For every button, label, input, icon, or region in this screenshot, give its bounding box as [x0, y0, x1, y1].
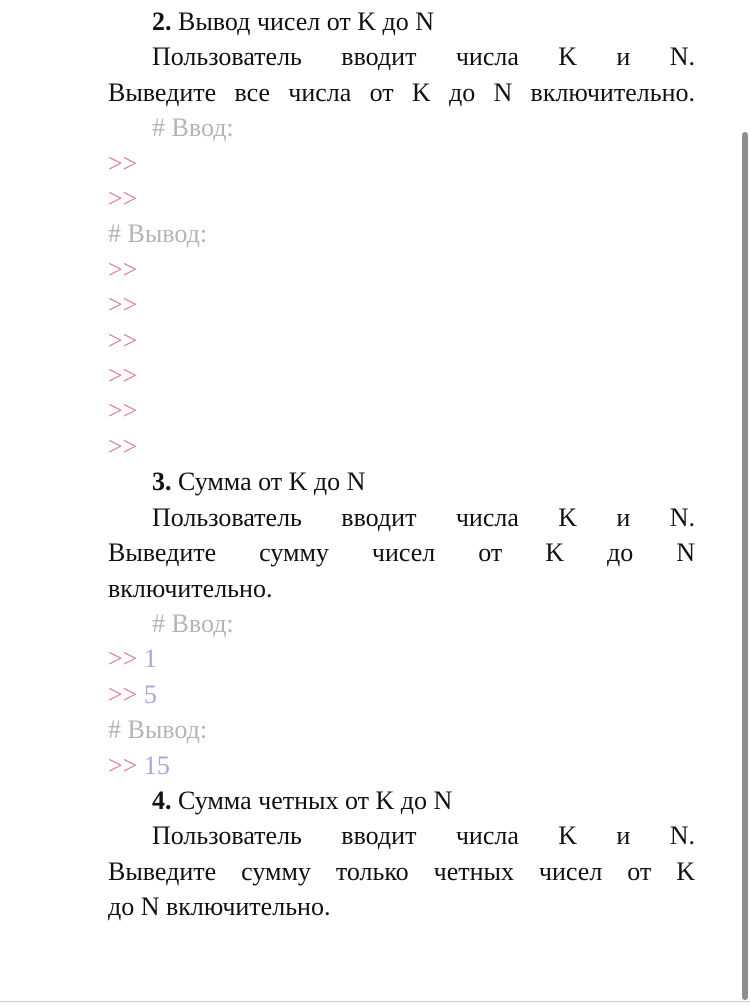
task-2-input-comment: # Ввод: [152, 113, 234, 143]
task-2-output-prompt-5: >> [108, 396, 138, 426]
task-3-desc-line-3: включительно. [108, 573, 273, 603]
task-2-input-prompt-2: >> [108, 184, 138, 214]
task-2-output-prompt-6: >> [108, 431, 138, 461]
task-4-desc-line-2: Выведите сумму только четных чисел от K [108, 856, 695, 886]
task-2-input-prompt-1: >> [108, 148, 138, 178]
task-2-desc-line-1: Пользователь вводит числа K и N. [152, 42, 695, 72]
task-4-desc-line-3: до N включительно. [108, 892, 331, 922]
task-3-output-value: 15 [143, 750, 170, 780]
task-4-title [108, 783, 695, 818]
task-2-output-prompt-1: >> [108, 254, 138, 284]
task-4-title-text: Сумма четных от K до N [171, 785, 453, 815]
task-3-title-text: Сумма от K до N [171, 467, 366, 497]
vertical-scrollbar[interactable] [742, 132, 748, 1000]
task-2-output-prompt-4: >> [108, 361, 138, 391]
task-3-desc-line-1: Пользователь вводит числа K и N. [152, 502, 695, 532]
bottom-divider [0, 1001, 750, 1002]
task-3-input-1 [108, 641, 695, 676]
task-2-output-comment: # Вывод: [108, 219, 208, 249]
task-4-number: 4. [152, 785, 172, 815]
task-3-output [108, 748, 695, 783]
task-2-output-prompt-2: >> [108, 290, 138, 320]
task-3-input-1-value: 1 [143, 644, 157, 674]
task-3-output-prompt: >> [108, 750, 138, 780]
task-3-input-2 [108, 677, 695, 712]
task-2-output-prompt-3: >> [108, 325, 138, 355]
task-2-number: 2. [152, 7, 172, 36]
task-3-title [108, 464, 695, 499]
task-3-output-comment: # Вывод: [108, 715, 208, 745]
task-4-desc-line-1: Пользователь вводит числа K и N. [152, 821, 695, 851]
task-3-input-comment: # Ввод: [152, 608, 234, 638]
task-3-input-1-prompt: >> [108, 644, 138, 674]
task-2-title [108, 4, 695, 39]
task-3-input-2-prompt: >> [108, 679, 138, 709]
task-3-desc-line-2: Выведите сумму чисел от K до N [108, 538, 695, 568]
document-page [108, 4, 695, 925]
task-2-title-text: Вывод чисел от K до N [171, 7, 435, 36]
task-2-desc-line-2: Выведите все числа от K до N включительно. [108, 77, 695, 107]
task-3-number: 3. [152, 467, 172, 497]
task-3-input-2-value: 5 [143, 679, 157, 709]
